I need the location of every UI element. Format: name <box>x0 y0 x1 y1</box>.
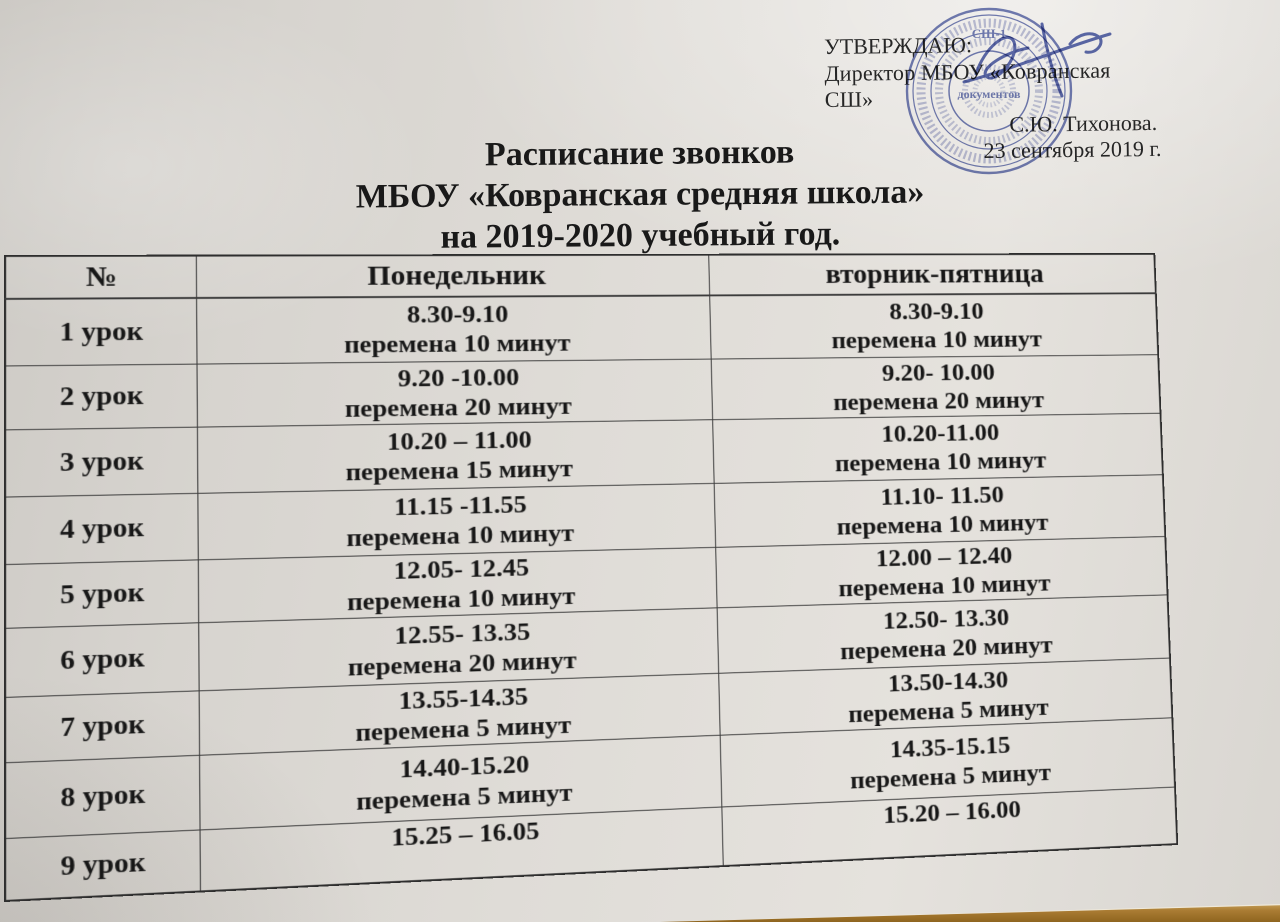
monday-break: перемена 20 минут <box>347 645 577 681</box>
monday-break: перемена 5 минут <box>355 777 573 816</box>
tue-fri-time: 9.20- 10.00 <box>881 358 996 386</box>
monday-time: 8.30-9.10 <box>406 300 509 329</box>
document-title <box>0 127 1280 261</box>
monday-time: 12.55- 13.35 <box>394 617 531 650</box>
monday-time: 15.25 – 16.05 <box>391 816 540 852</box>
desk-wood <box>660 903 1280 922</box>
column-header-tue-fri: вторник-пятница <box>708 254 1156 296</box>
monday-cell <box>197 419 714 493</box>
monday-time: 13.55-14.35 <box>398 681 529 715</box>
monday-cell <box>196 295 711 363</box>
tue-fri-break: перемена 10 минут <box>834 446 1047 477</box>
tue-fri-break: перемена 10 минут <box>831 325 1043 354</box>
lesson-label: 3 урок <box>5 427 197 497</box>
approval-director-name: С.Ю. Тихонова. <box>1009 109 1158 137</box>
monday-time: 11.15 -11.55 <box>393 490 527 521</box>
monday-time: 10.20 – 11.00 <box>386 425 532 456</box>
approval-word: УТВЕРЖДАЮ: <box>824 32 973 59</box>
tue-fri-cell <box>711 354 1161 419</box>
title-line-1: Расписание звонков <box>484 133 795 174</box>
tue-fri-time: 8.30-9.10 <box>888 297 985 325</box>
tue-fri-time: 11.10- 11.50 <box>880 481 1005 511</box>
monday-time: 9.20 -10.00 <box>397 362 520 392</box>
tue-fri-break: перемена 10 минут <box>836 508 1049 541</box>
lesson-label: 1 урок <box>5 298 196 366</box>
monday-break: перемена 10 минут <box>346 581 576 617</box>
tue-fri-time: 13.50-14.30 <box>887 665 1009 697</box>
tue-fri-time: 14.35-15.15 <box>889 730 1011 763</box>
approval-director-line: Директор МБОУ «Ковранская СШ» <box>824 57 1111 112</box>
tue-fri-time: 12.00 – 12.40 <box>875 541 1013 572</box>
stamp-text-top: СШ-1 <box>971 26 1007 41</box>
tue-fri-time: 12.50- 13.30 <box>882 603 1010 634</box>
monday-break: перемена 20 минут <box>344 391 573 423</box>
monday-break: перемена 5 минут <box>355 710 572 747</box>
tue-fri-break: перемена 5 минут <box>849 757 1052 794</box>
lesson-label: 8 урок <box>5 755 199 838</box>
header-row <box>5 254 1156 299</box>
lesson-label: 6 урок <box>5 622 198 697</box>
lesson-label: 9 урок <box>5 829 200 900</box>
tue-fri-cell <box>712 413 1163 483</box>
tue-fri-cell <box>714 474 1166 547</box>
monday-break: перемена 10 минут <box>343 329 571 359</box>
tue-fri-break: перемена 20 минут <box>839 630 1054 665</box>
lesson-row <box>5 293 1158 365</box>
monday-cell <box>196 359 712 427</box>
column-header-number: № <box>5 256 196 299</box>
lesson-label: 5 урок <box>5 559 198 627</box>
tue-fri-break: перемена 5 минут <box>847 692 1050 728</box>
lesson-label: 4 урок <box>5 493 198 564</box>
paper-edge <box>660 900 1280 922</box>
approval-date: 23 сентября 2019 г. <box>983 135 1162 164</box>
lesson-label: 2 урок <box>5 364 197 430</box>
lesson-label: 7 урок <box>5 690 199 762</box>
tue-fri-break: перемена 10 минут <box>837 569 1051 602</box>
monday-time: 12.05- 12.45 <box>393 553 530 585</box>
title-line-3: на 2019-2020 учебный год. <box>440 215 841 256</box>
monday-time: 14.40-15.20 <box>399 749 530 783</box>
schedule-table-wrap <box>4 253 1176 902</box>
tue-fri-time: 10.20-11.00 <box>880 418 1000 448</box>
monday-break: перемена 10 минут <box>346 518 575 552</box>
title-line-2: МБОУ «Ковранская средняя школа» <box>355 173 925 216</box>
tue-fri-time: 15.20 – 16.00 <box>882 794 1022 829</box>
tue-fri-break: перемена 20 минут <box>832 385 1045 416</box>
column-header-monday: Понедельник <box>196 255 709 298</box>
desk-surface <box>660 900 1280 922</box>
tue-fri-cell <box>709 293 1158 358</box>
monday-break: перемена 15 минут <box>345 454 574 487</box>
stamp-text-center: документов <box>957 87 1021 101</box>
schedule-table <box>4 253 1178 902</box>
